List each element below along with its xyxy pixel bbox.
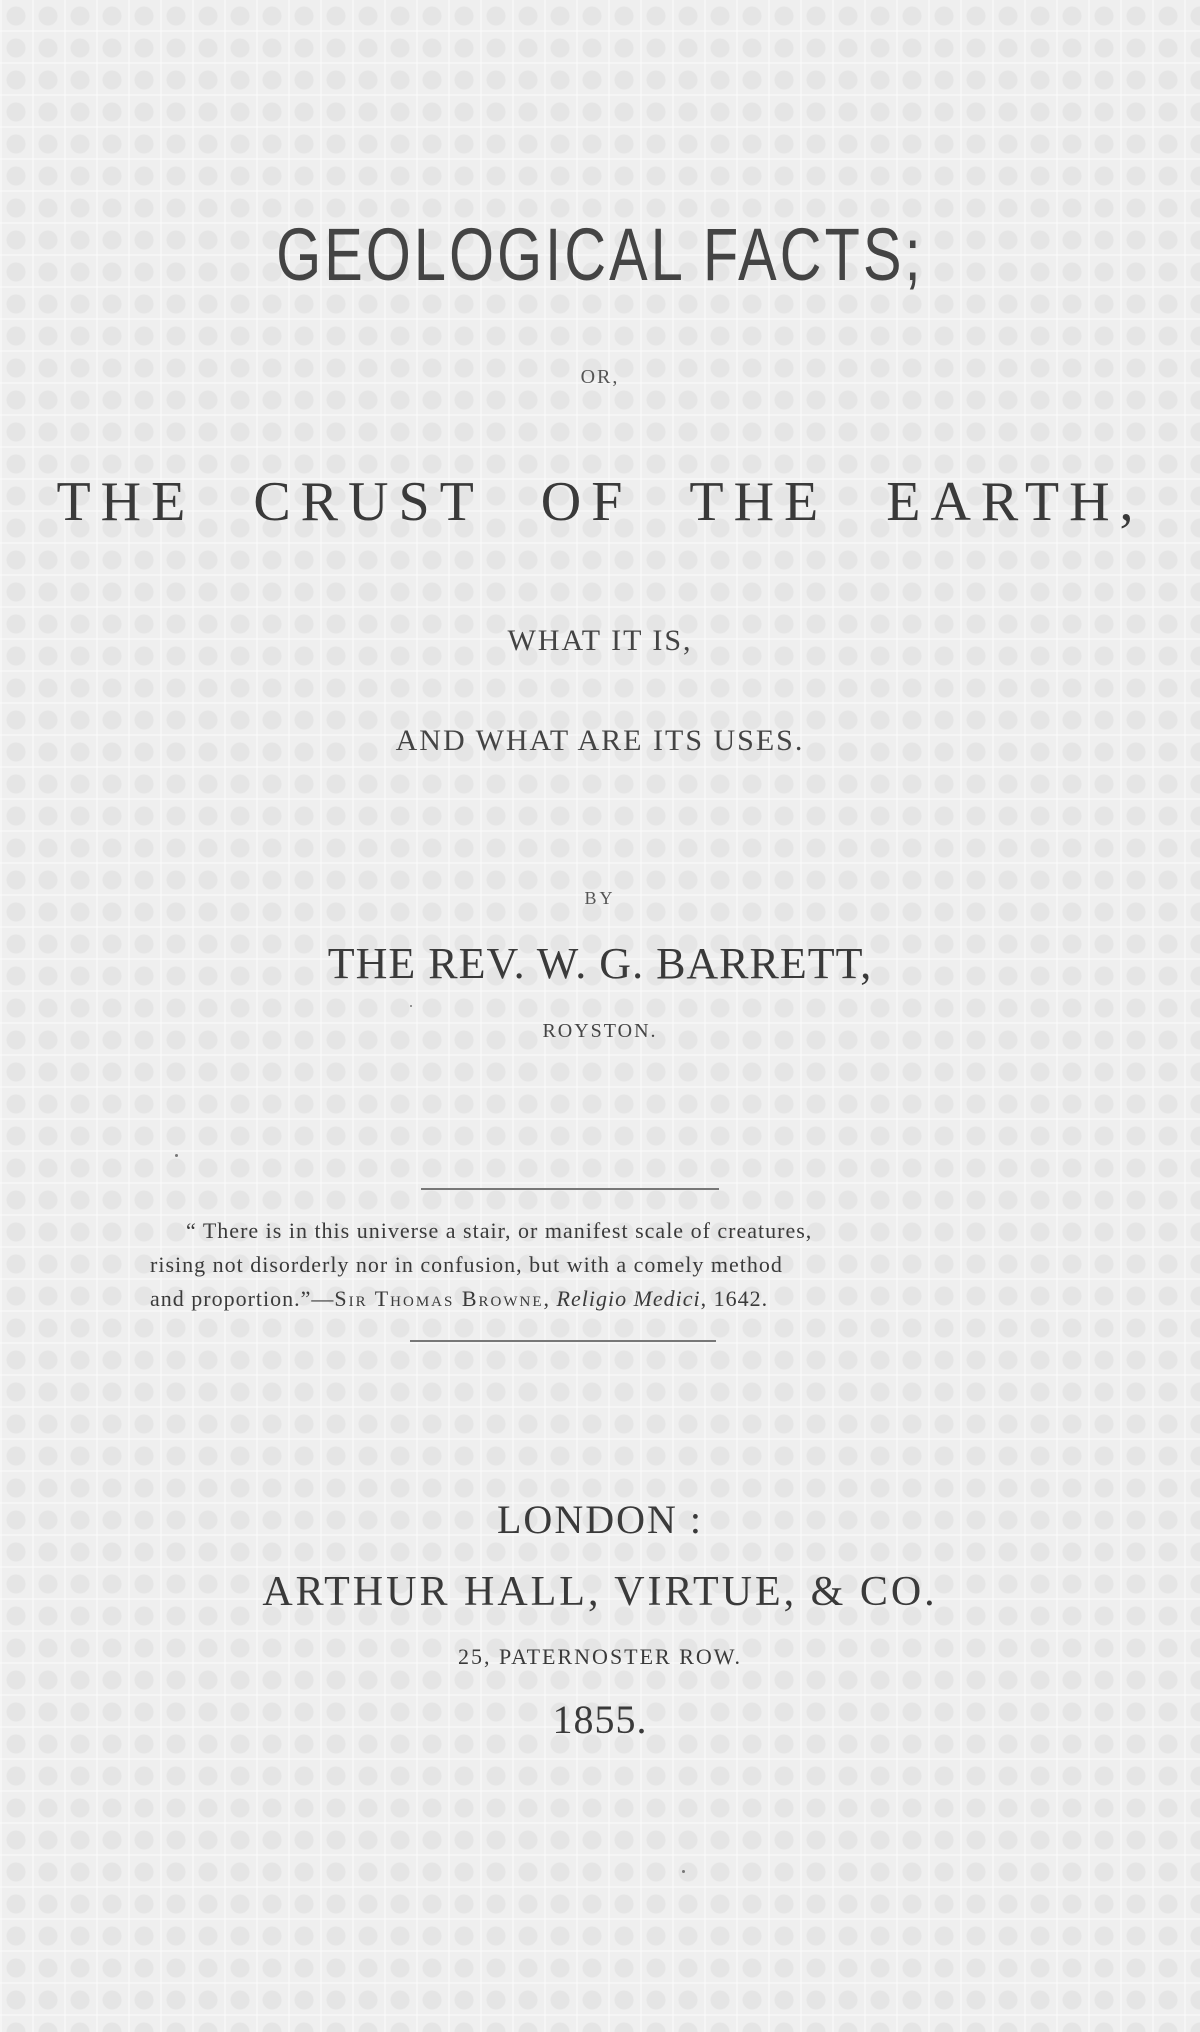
epigraph-attribution-author: Sir Thomas Browne [334,1286,544,1311]
author-place: ROYSTON. [542,1020,658,1042]
imprint-address: 25, PATERNOSTER ROW. [457,1644,743,1669]
book-title: GEOLOGICAL FACTS; [276,213,924,296]
epigraph-rule-bottom [410,1340,716,1342]
imprint-city: LONDON : [497,1497,703,1542]
epigraph-line-3 [150,1286,1060,1312]
epigraph-rule-top [421,1188,719,1190]
imprint-year: 1855. [552,1697,648,1742]
epigraph-line-2: rising not disorderly nor in confusion, but with a comely method [150,1252,783,1277]
paper-speck [175,1154,178,1157]
epigraph-attribution-year: , 1642. [700,1286,769,1311]
book-subtitle: THE CRUST OF THE EARTH, [56,471,1144,533]
subtitle-line-2: WHAT IT IS, [507,624,693,657]
subtitle-line-3: AND WHAT ARE ITS USES. [395,724,805,757]
epigraph-attribution-separator: , [543,1286,557,1311]
paper-speck [682,1870,685,1873]
epigraph-line-1: “ There is in this universe a stair, or manifest scale of creatures, [186,1218,813,1243]
author-name: THE REV. W. G. BARRETT, [327,939,873,988]
by-label: BY [584,888,616,908]
imprint-publisher: ARTHUR HALL, VIRTUE, & CO. [262,1569,938,1615]
epigraph-line-3-start: and proportion.”— [150,1286,335,1311]
title-conjunction: OR, [580,366,620,388]
epigraph-attribution-work: Religio Medici [556,1286,701,1311]
paper-speck [410,1005,412,1007]
